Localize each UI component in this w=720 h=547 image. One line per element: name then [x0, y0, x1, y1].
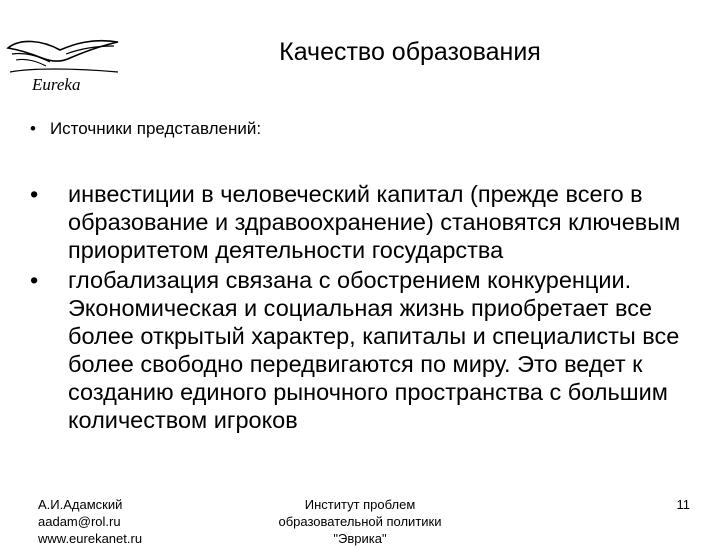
- page-title: Качество образования: [279, 38, 541, 66]
- bullet-icon: •: [30, 181, 39, 207]
- footer-institute: [255, 496, 465, 547]
- list-item-text: инвестиции в человеческий капитал (прежде всего в образование и здравоохранение) становятся ключевым приоритетом деятельности государства: [68, 181, 681, 263]
- list-item-text: глобализация связана с обострением конкуренции. Экономическая и социальная жизнь приобретает все более открытый характер, капиталы и специалисты все более свободно передвигаются по миру. Это ведет к созданию единого рыночного пространства с большим количеством игроков: [68, 267, 680, 433]
- eureka-logo: [2, 28, 124, 98]
- institute-line: "Эврика": [333, 531, 387, 546]
- footer-author: [38, 496, 142, 547]
- bird-logo-icon: [2, 28, 124, 98]
- author-email: aadam@rol.ru: [38, 514, 121, 529]
- bullet-icon: •: [30, 267, 39, 293]
- institute-line: образовательной политики: [278, 514, 442, 529]
- bullet-icon: •: [30, 119, 36, 138]
- subtitle-text: Источники представлений:: [49, 119, 262, 138]
- logo-text: Eureka: [32, 75, 81, 94]
- subtitle: [30, 118, 261, 140]
- list-item: [30, 180, 700, 264]
- author-website: www.eurekanet.ru: [38, 531, 143, 546]
- institute-line: Институт проблем: [304, 497, 416, 512]
- page-number: 11: [676, 497, 690, 512]
- author-name: А.И.Адамский: [38, 497, 123, 512]
- list-item: [30, 266, 700, 434]
- bullet-list: [30, 180, 700, 436]
